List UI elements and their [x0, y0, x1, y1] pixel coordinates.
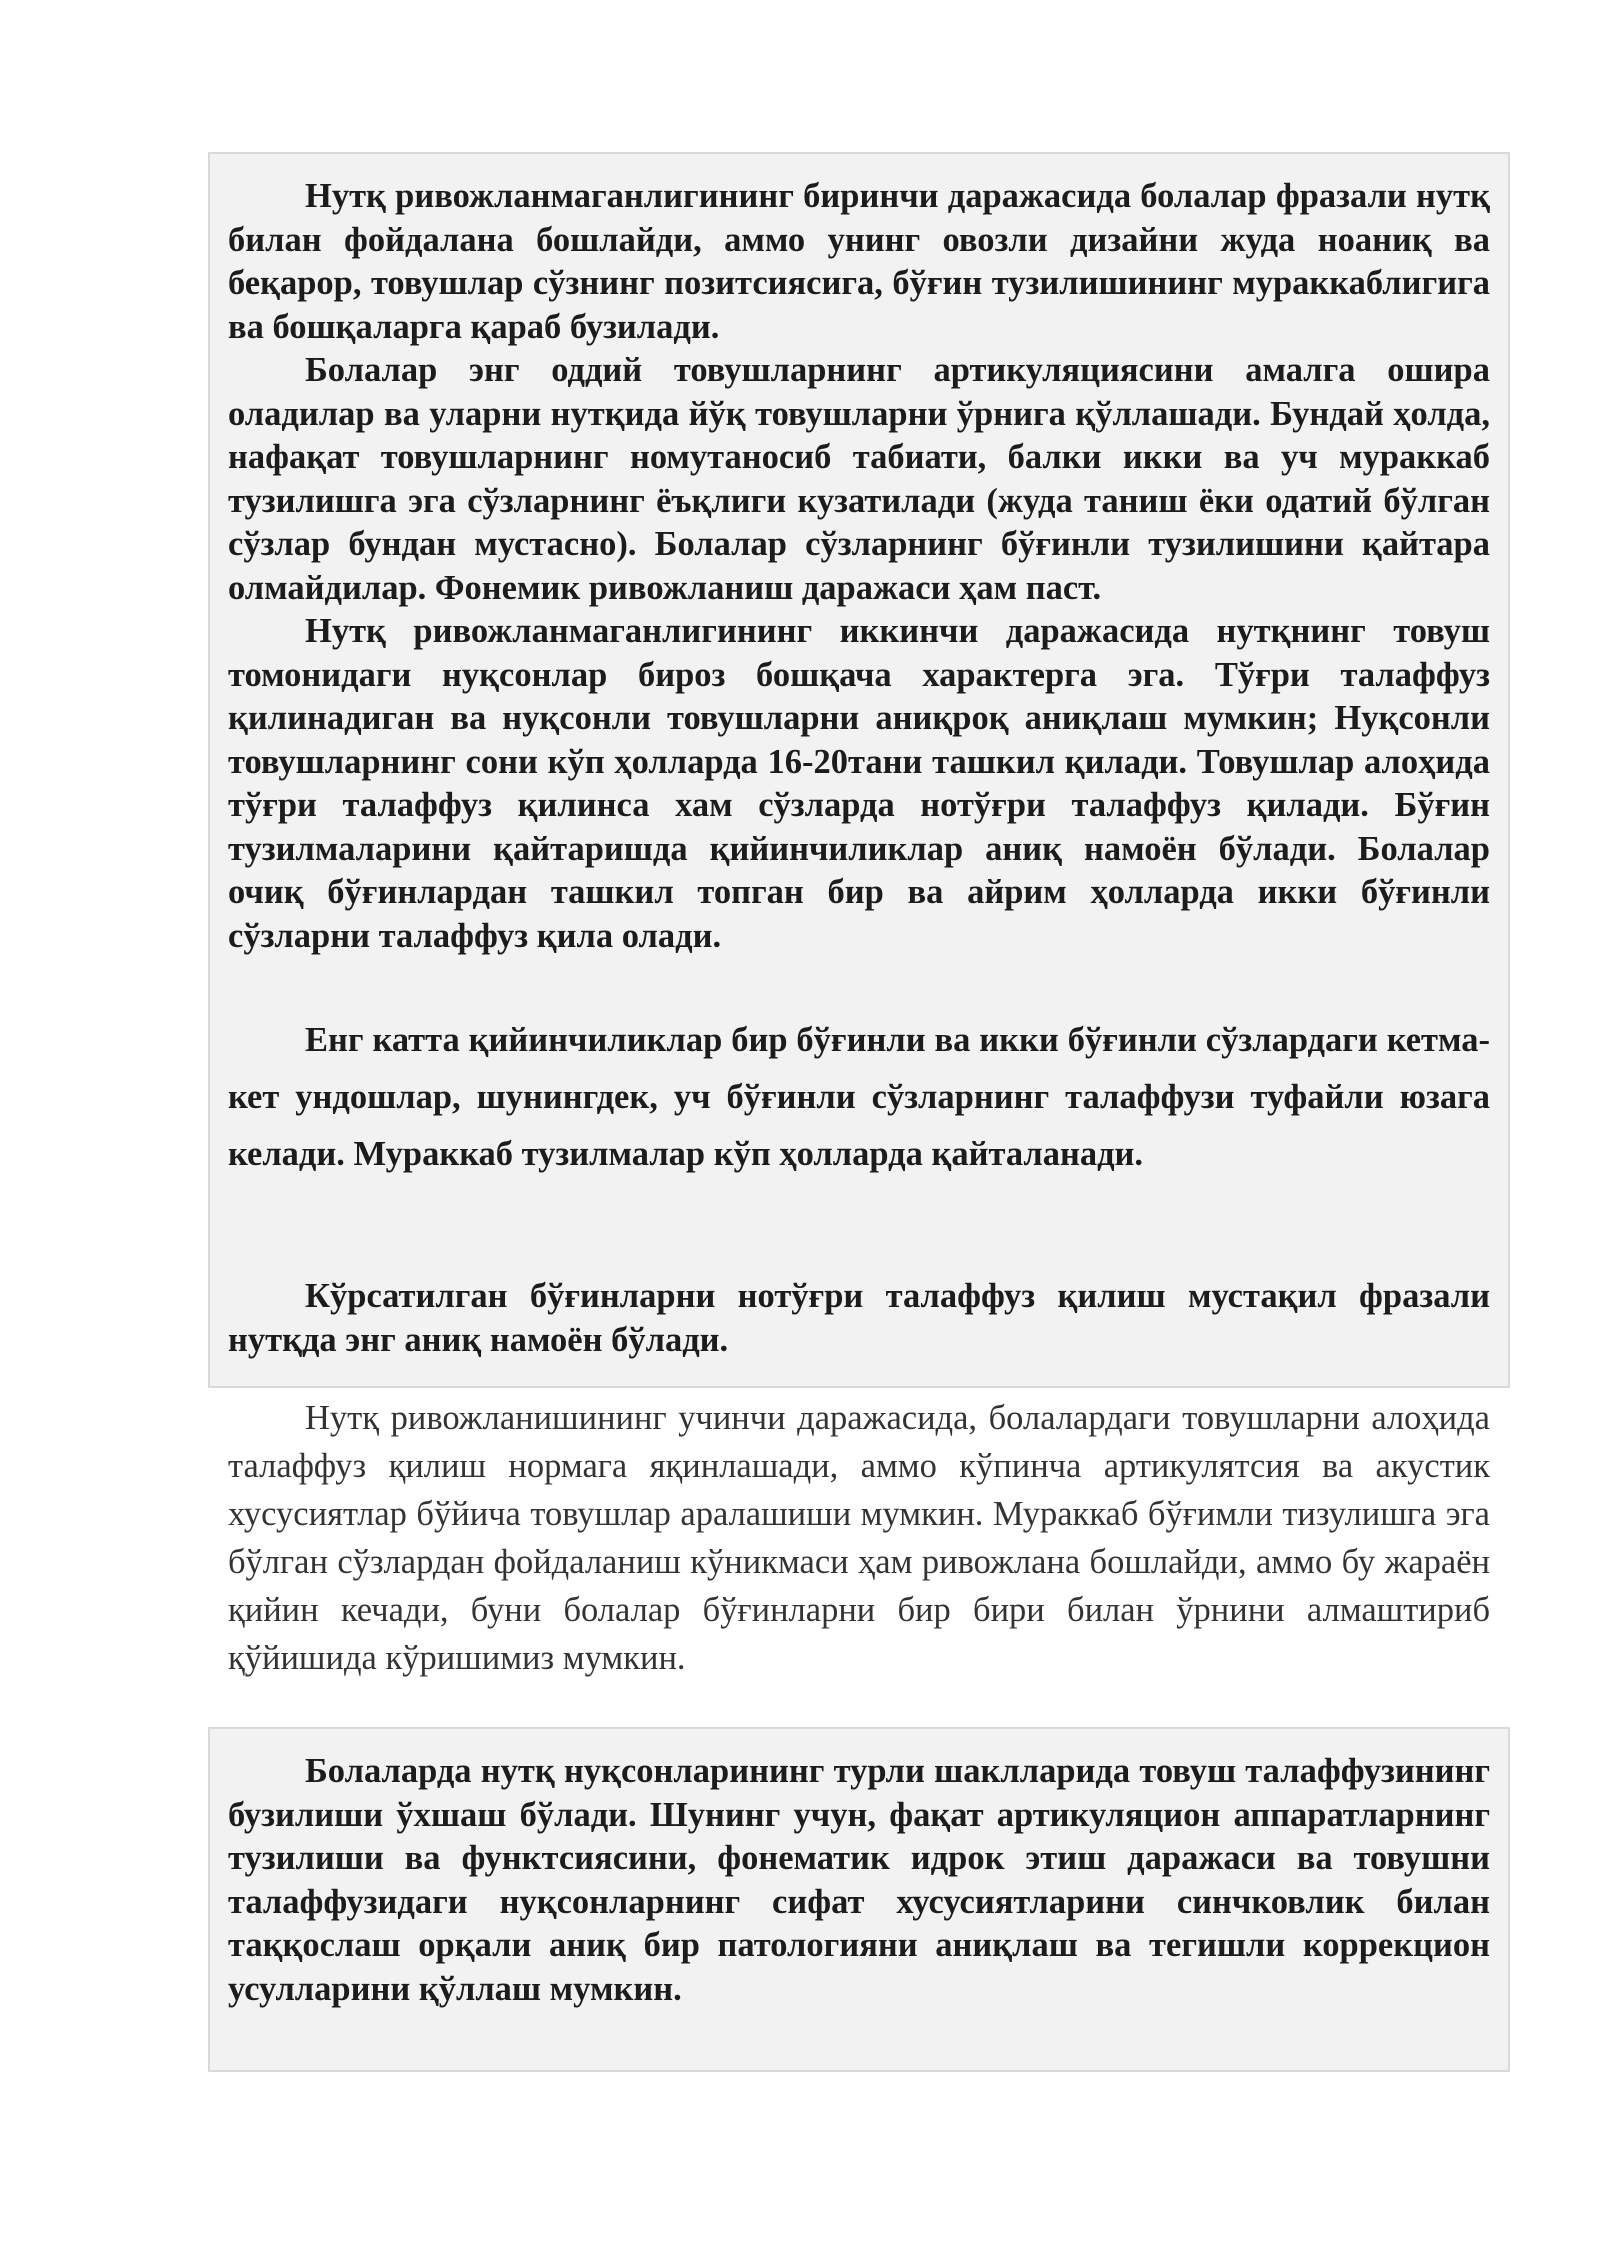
text-block-levels-one-two	[228, 175, 1490, 958]
paragraph-first-level: Нутқ ривожланмаганлигининг биринчи даражасида болалар фразали нутқ билан фойдалана бошлайди, аммо унинг овозли дизайни жуда ноаниқ ва беқарор, товушлар сўзнинг позитсиясига, бўғин тузилишининг мураккаблигига ва бошқаларга қараб бузилади.	[228, 177, 1490, 346]
paragraph-third-level: Нутқ ривожланишининг учинчи даражасида, болалардаги товушларни алоҳида талаффуз қилиш нормага яқинлашади, аммо кўпинча артикулятсия ва акустик хусусиятлар бўйича товушлар аралашиши мумкин. Мураккаб бўғимли тизулишга эга бўлган сўзлардан фойдаланиш кўникмаси ҳам ривожлана бошлайди, аммо бу жараён қийин кечади, буни болалар бўғинларни бир бири билан ўрнини алмаштириб қўйишида кўришимиз мумкин.	[228, 1399, 1490, 1677]
text-block-speech-defects	[228, 1750, 1490, 2011]
text-block-difficulties	[228, 1012, 1490, 1183]
paragraph-second-level: Нутқ ривожланмаганлигининг иккинчи даражасида нутқнинг товуш томонидаги нуқсонлар бироз бошқача характерга эга. Тўғри талаффуз қилинадиган ва нуқсонли товушларни аниқроқ аниқлаш мумкин; Нуқсонли товушларнинг сони кўп ҳолларда 16-20тани ташкил қилади. Товушлар алоҳида тўғри талаффуз қилинса хам сўзларда нотўғри талаффуз қилади. Бўғин тузилмаларини қайтаришда қийинчиликлар аниқ намоён бўлади. Болалар очиқ бўғинлардан ташкил топган бир ва айрим ҳолларда икки бўғинли сўзларни талаффуз қила олади.	[228, 612, 1490, 955]
paragraph-simple-sounds: Болалар энг оддий товушларнинг артикуляциясини амалга ошира оладилар ва уларни нутқида йўқ товушларни ўрнига қўллашади. Бундай ҳолда, нафақат товушларнинг номутаносиб табиати, балки икки ва уч мураккаб тузилишга эга сўзларнинг ёъқлиги кузатилади (жуда таниш ёки одатий бўлган сўзлар бундан мустасно). Болалар сўзларнинг бўғинли тузилишини қайтара олмайдилар. Фонемик ривожланиш даражаси ҳам паст.	[228, 351, 1490, 607]
paragraph-speech-defects: Болаларда нутқ нуқсонларининг турли шаклларида товуш талаффузининг бузилиши ўхшаш бўлади. Шунинг учун, фақат артикуляцион аппаратларнинг тузилиши ва функтсиясини, фонематик идрок этиш даражаси ва товушни талаффузидаги нуқсонларнинг сифат хусусиятларини синчковлик билан таққослаш орқали аниқ бир патологияни аниқлаш ва тегишли коррекцион усулларини қўллаш мумкин.	[228, 1752, 1490, 2008]
paragraph-difficulties: Енг катта қийинчиликлар бир бўғинли ва икки бўғинли сўзлардаги кетма-кет ундошлар, шунингдек, уч бўғинли сўзларнинг талаффузи туфайли юзага келади. Мураккаб тузилмалар кўп ҳолларда қайталанади.	[228, 1021, 1490, 1173]
text-block-phrasal-speech	[228, 1275, 1490, 1362]
text-block-third-level	[228, 1394, 1490, 1682]
paragraph-phrasal-speech: Кўрсатилган бўғинларни нотўғри талаффуз қилиш мустақил фразали нутқда энг аниқ намоён бўлади.	[228, 1277, 1490, 1359]
